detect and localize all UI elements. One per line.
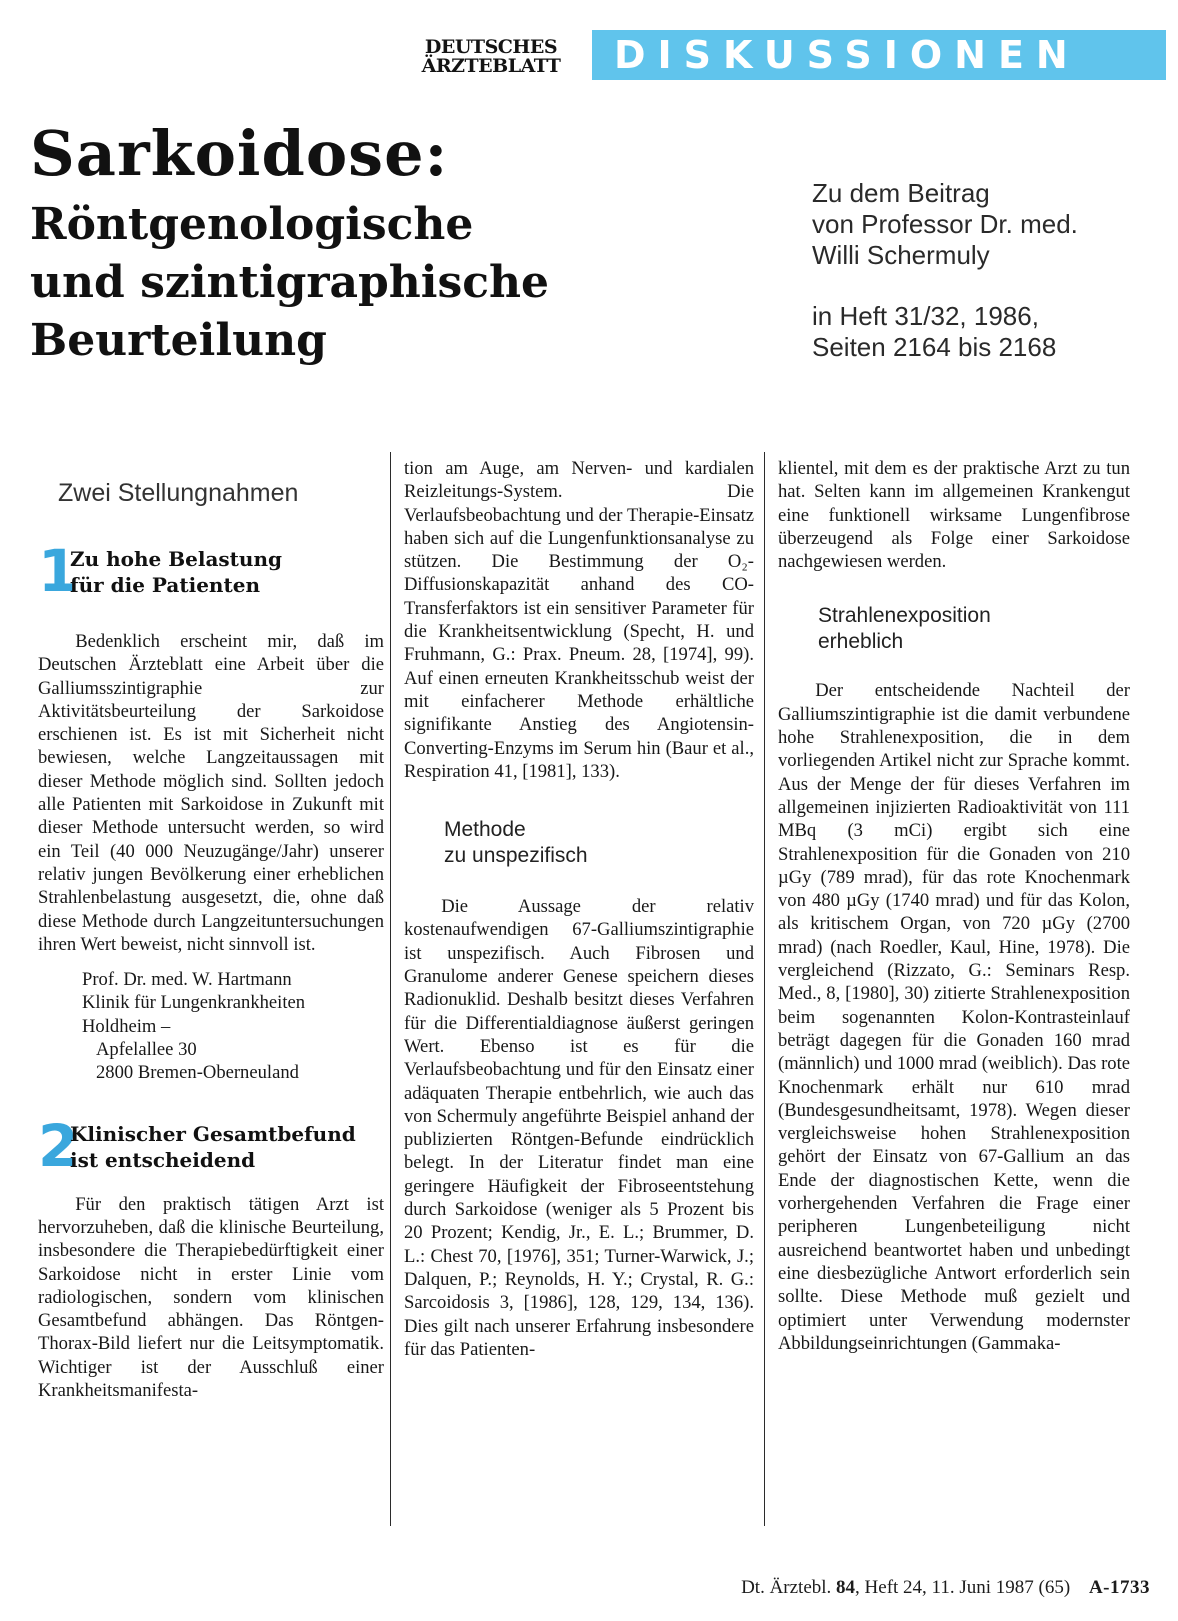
- statement1-number: 1: [38, 537, 79, 605]
- reference-line1: Zu dem Beitrag: [812, 178, 990, 208]
- statement1-signature: [82, 968, 384, 1084]
- article-title-block: [30, 118, 750, 370]
- journal-logo-line1: DEUTSCHES: [424, 36, 558, 58]
- column-middle: [404, 457, 754, 1361]
- statement2-number: 2: [38, 1111, 79, 1180]
- subhead-methode: [444, 817, 754, 869]
- signature-line5: 2800 Bremen-Oberneuland: [96, 1062, 299, 1084]
- reference-line5: Seiten 2164 bis 2168: [812, 332, 1057, 362]
- subhead-methode-line1: Methode: [444, 818, 526, 842]
- column-left: [38, 478, 384, 1402]
- footer-issue: , Heft 24, 11. Juni 1987 (65): [855, 1577, 1071, 1598]
- section-banner: [592, 30, 1166, 80]
- signature-line3: Holdheim –: [82, 1015, 171, 1037]
- statement2-title-line1: Klinischer Gesamtbefund: [70, 1121, 356, 1146]
- statement2-body-part3: Die Aussage der relativ kostenaufwendigen 67-Galliumszintigraphie ist unspezifisch. Auch Fibrosen und Granulome anderer Genese speichern dieses Radionuklid. Deshalb besitzt dieses Verfahren für die Differentialdiagnose äußerst geringen Wert. Ebenso ist es für die Verlaufsbeobachtung und für den Einsatz einer adäquaten Therapie entbehrlich, wie auch das von Schermuly angeführte Beispiel anhand der publizierten Röntgen-Befunde eindrücklich belegt. In der Literatur findet man eine geringere Häufigkeit der Fibroseentstehung durch Sarkoidose (weniger als 5 Prozent bis 20 Prozent; Kendig, Jr., E. L.; Brummer, D. L.: Chest 70, [1976], 351; Turner-Warwick, J.; Dalquen, P.; Reynolds, H. Y.; Crystal, R. G.: Sarcoidosis 3, [1986], 128, 129, 134, 136). Dies gilt nach unserer Erfahrung insbesondere für das Patienten-: [404, 896, 754, 1360]
- signature-line4: Apfelallee 30: [96, 1039, 197, 1061]
- footer-journal: Dt. Ärztebl.: [741, 1577, 832, 1598]
- reference-line3: Willi Schermuly: [812, 240, 990, 270]
- masthead: [406, 30, 1166, 80]
- statement2-body-part2: tion am Auge, am Nerven- und kardialen Reizleitungs-System. Die Verlaufsbeobachtung und der Therapie-Einsatz haben sich auf die Lungenfunktionsanalyse zu stützen. Die Bestimmung der O₂-Diffusionskapazität anhand des CO-Transferfaktors ist ein sensitiver Parameter für die Krankheitsentwicklung (Specht, H. und Fruhmann, G.: Prax. Pneum. 28, [1974], 99). Auf einen erneuten Krankheitsschub weist der mit einfacherer Methode erhältliche signifikante Anstieg des Angiotensin-Converting-Enzyms im Serum hin (Baur et al., Respiration 41, [1981], 133).: [404, 458, 754, 782]
- article-subtitle: [30, 196, 750, 370]
- subhead-strahlenexposition-line1: Strahlenexposition: [818, 604, 991, 628]
- statement2-body-part1: Für den praktisch tätigen Arzt ist hervorzuheben, daß die klinische Beurteilung, insbesondere die Therapiebedürftigkeit einer Sarkoidose nicht in erster Linie vom radiologischen, sondern vom klinischen Gesamtbefund abhängen. Das Röntgen-Thorax-Bild liefert nur die Leitsymptomatik. Wichtiger ist der Ausschluß einer Krankheitsmanifesta-: [38, 1193, 384, 1402]
- article-title: Sarkoidose:: [30, 117, 449, 190]
- reference-spacer: [812, 271, 1152, 301]
- footer-volume: 84: [836, 1577, 856, 1598]
- subhead-methode-line2: zu unspezifisch: [444, 844, 588, 868]
- subhead-strahlenexposition: [818, 603, 1130, 655]
- page-footer: [560, 1576, 1150, 1600]
- reference-line2: von Professor Dr. med.: [812, 209, 1078, 239]
- statement1-heading: [38, 537, 384, 606]
- article-reference: [812, 178, 1152, 363]
- statement1-title-line2: für die Patienten: [70, 573, 260, 597]
- signature-line1: Prof. Dr. med. W. Hartmann: [82, 969, 292, 991]
- section-label: DISKUSSIONEN: [614, 33, 1080, 77]
- statement1-title: [70, 546, 282, 598]
- column-rule-2: [764, 452, 765, 1526]
- kicker: Zwei Stellungnahmen: [58, 479, 299, 507]
- page-number: A-1733: [1088, 1577, 1150, 1598]
- column-right: [778, 457, 1130, 1355]
- statement2-body-part5: Der entscheidende Nachteil der Galliumszintigraphie ist die damit verbundene hohe Strahlenexposition, die in dem vorliegenden Artikel nicht zur Sprache kommt. Aus der Menge der für dieses Verfahren im allgemeinen injizierten Radioaktivität von 111 MBq (3 mCi) ergibt sich eine Strahlenexposition für die Gonaden von 210 µGy (789 mrad), für das rote Knochenmark von 480 µGy (1740 mrad) und für das Kolon, als kritischem Organ, von 720 µGy (2700 mrad) (nach Roedler, Kaul, Hine, 1978). Die vergleichend (Rizzato, G.: Seminars Resp. Med., 8, [1980], 30) zitierte Strahlenexposition beim sogenannten Kolon-Kontrasteinlauf beträgt dagegen für die Gonaden 160 mrad (männlich) und 1000 mrad (weiblich). Das rote Knochenmark erhält nur 610 mrad (Bundesgesundheitsamt, 1978). Wegen dieser vergleichsweise hohen Strahlenexposition gehört der Einsatz von 67-Gallium an das Ende der diagnostischen Kette, wenn die vorhergehenden Verfahren die Frage einer peripheren Lungenbeteiligung nicht ausreichend beantwortet haben und unbedingt eine diesbezügliche Antwort erforderlich sein sollte. Diese Methode muß gezielt und optimiert unter Verwendung modernster Abbildungseinrichtungen (Gammaka-: [778, 680, 1130, 1354]
- article-subtitle-line2: und szintigraphische: [30, 257, 550, 308]
- statement2-heading: [38, 1111, 384, 1181]
- statement2-body-part4: klientel, mit dem es der praktische Arzt zu tun hat. Selten kann im allgemeinen Krankengut eine funktionell wirksame Lungenfibrose überzeugend als Folge einer Sarkoidose nachgewiesen werden.: [778, 458, 1130, 573]
- article-subtitle-line1: Röntgenologische: [30, 199, 474, 250]
- statement1-title-line1: Zu hohe Belastung: [70, 547, 282, 571]
- column-rule-1: [390, 452, 391, 1526]
- statement2-title-line2: ist entscheidend: [70, 1147, 256, 1172]
- reference-line4: in Heft 31/32, 1986,: [812, 301, 1039, 331]
- signature-line2: Klinik für Lungenkrankheiten: [82, 992, 306, 1014]
- subhead-strahlenexposition-line2: erheblich: [818, 630, 904, 654]
- journal-logo: [406, 38, 576, 76]
- article-subtitle-line3: Beurteilung: [30, 315, 327, 366]
- statement1-body: Bedenklich erscheint mir, daß im Deutschen Ärzteblatt eine Arbeit über die Galliumsszintigraphie zur Aktivitätsbeurteilung der Sarkoidose erschienen ist. Es ist mit Sicherheit nicht bewiesen, welche Langzeitaussagen mit dieser Methode möglich sind. Sollten jedoch alle Patienten mit Sarkoidose in Zukunft mit dieser Methode untersucht werden, so wird ein Teil (40 000 Neuzugänge/Jahr) unserer relativ jungen Bevölkerung einer erheblichen Strahlenbelastung ausgesetzt, die, ohne daß diese Methode durch Langzeituntersuchungen ihren Wert beweist, nicht sinnvoll ist.: [38, 631, 384, 955]
- journal-logo-line2: ÄRZTEBLATT: [421, 55, 561, 77]
- statement2-title: [70, 1121, 356, 1173]
